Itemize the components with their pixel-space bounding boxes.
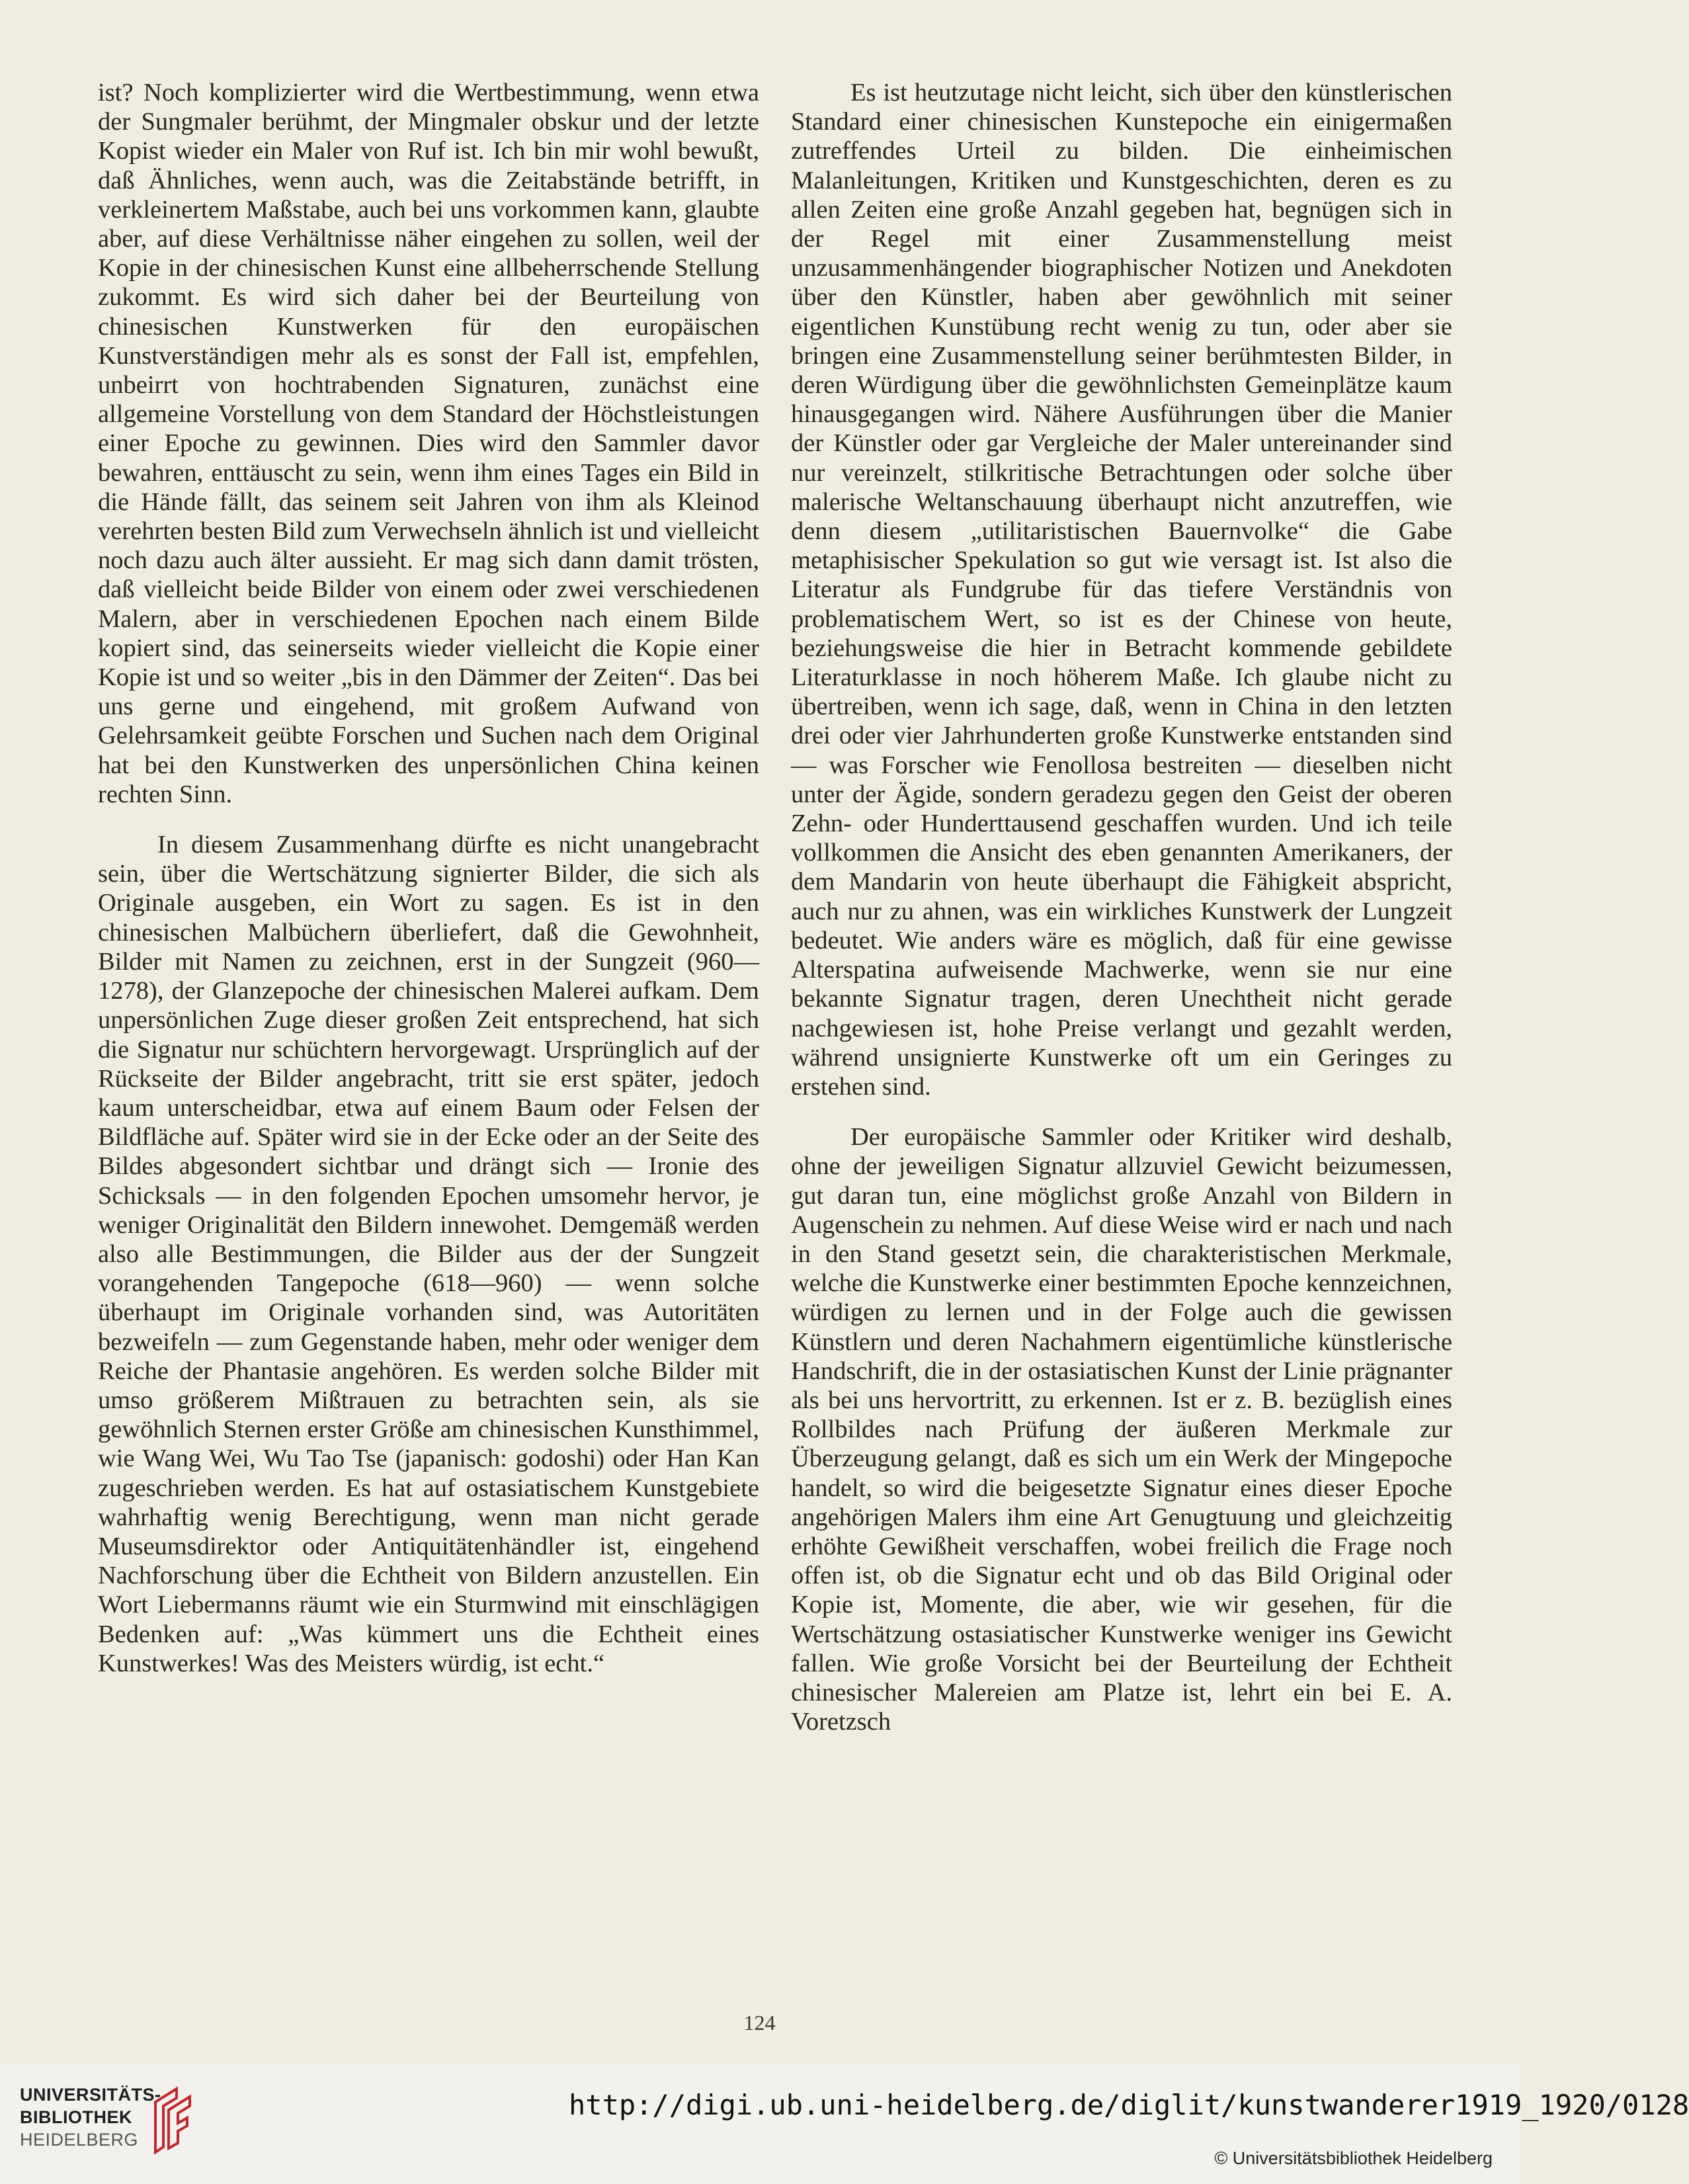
paragraph: In diesem Zusammenhang dürfte es nicht unangebracht sein, über die Wertschätzung signierter Bilder, die sich als Originale ausgeben, ein Wort zu sagen. Es ist in den chinesischen Malbüchern überliefert, daß die Gewohnheit, Bilder mit Namen zu zeichnen, erst in der Sungzeit (960—1278), der Glanzepoche der chinesischen Malerei aufkam. Dem unpersönlichen Zuge dieser großen Zeit entsprechend, hat sich die Signatur nur schüchtern hervorgewagt. Ursprünglich auf der Rückseite der Bilder angebracht, tritt sie erst später, jedoch kaum unterscheidbar, etwa auf einem Baum oder Felsen der Bildfläche auf. Später wird sie in der Ecke oder an der Seite des Bildes abgesondert sichtbar und drängt sich — Ironie des Schicksals — in den folgenden Epochen umsomehr hervor, je weniger Originalität den Bildern innewohet. Demgemäß werden also alle Bestimmungen, die Bilder aus der der Sungzeit vorangehenden Tangepoche (618—960) — wenn solche überhaupt im Originale vorhanden sind, was Autoritäten bezweifeln — zum Gegenstande haben, mehr oder weniger dem Reiche der Phantasie angehören. Es werden solche Bilder mit umso größerem Mißtrauen zu betrachten sein, als sie gewöhnlich Sternen erster Größe am chinesischen Kunsthimmel, wie Wang Wei, Wu Tao Tse (japanisch: godoshi) oder Han Kan zugeschrieben werden. Es hat auf ostasiatischem Kunstgebiete wahrhaftig wenig Berechtigung, wenn man nicht gerade Museumsdirektor oder Antiquitätenhändler ist, eingehend Nachforschung über die Echtheit von Bildern anzustellen. Ein Wort Liebermanns räumt wie ein Sturmwind mit einschlägigen Bedenken auf: „Was kümmert uns die Echtheit eines Kunstwerkes! Was des Meisters würdig, ist echt.“ (98, 831, 759, 1677)
paragraph: Es ist heutzutage nicht leicht, sich über den künstlerischen Standard einer chinesischen Kunstepoche ein einigermaßen zutreffendes Urteil zu bilden. Die einheimischen Malanleitungen, Kritiken und Kunstgeschichten, deren es zu allen Zeiten eine große Anzahl gegeben hat, begnügen sich in der Regel mit einer Zusammenstellung meist unzusammenhängender biographischer Notizen und Anekdoten über den Künstler, haben aber gewöhnlich mit seiner eigentlichen Kunstübung recht wenig zu tun, oder aber sie bringen eine Zusammenstellung seiner berühmtesten Bilder, in deren Würdigung über die gewöhnlichsten Gemeinplätze kaum hinausgegangen wird. Nähere Ausführungen über die Manier der Künstler oder gar Vergleiche der Maler untereinander sind nur vereinzelt, stilkritische Betrachtungen oder solche über malerische Weltanschauung überhaupt nicht anzutreffen, wie denn diesem „utilitaristischen Bauernvolke“ die Gabe metaphisischer Spekulation so gut wie versagt ist. Ist also die Literatur als Fundgrube für das tiefere Verständnis von problematischem Wert, so ist es der Chinese von heute, beziehungsweise die hier in Betracht kommende gebildete Literaturklasse in noch höherem Maße. Ich glaube nicht zu übertreiben, wenn ich sage, daß, wenn in China in den letzten drei oder vier Jahrhunderten große Kunstwerke entstanden sind — was Forscher wie Fenollosa bestreiten — dieselben nicht unter der Ägide, sondern geradezu gegen den Geist der oberen Zehn- oder Hunderttausend geschaffen wurden. Und ich teile vollkommen die Ansicht des eben genannten Amerikaners, der dem Mandarin von heute überhaupt die Fähigkeit abspricht, auch nur zu ahnen, was ein wirkliches Kunstwerk der Lungzeit bedeutet. Wie anders wäre es möglich, daß für eine gewisse Alterspatina aufweisende Machwerke, wenn sie nur eine bekannte Signatur tragen, deren Unechtheit nicht gerade nachgewiesen ist, hohe Preise verlangt und gezahlt werden, während unsignierte Kunstwerke oft um ein Geringes zu erstehen sind. (791, 79, 1452, 1101)
paragraph: Der europäische Sammler oder Kritiker wird deshalb, ohne der jeweiligen Signatur allzuviel Gewicht beizumessen, gut daran tun, eine möglichst große Anzahl von Bildern in Augenschein zu nehmen. Auf diese Weise wird er nach und nach in den Stand gesetzt sein, die charakteristischen Merkmale, welche die Kunstwerke einer bestimmten Epoche kennzeichnen, würdigen zu lernen und in der Folge auch die gewissen Künstlern und deren Nachahmern eigentümliche künstlerische Handschrift, die in der ostasiatischen Kunst der Linie prägnanter als bei uns hervortritt, zu erkennen. Ist er z. B. bezüglish eines Rollbildes nach Prüfung der äußeren Merkmale zur Überzeugung gelangt, daß es sich um ein Werk der Mingepoche handelt, so wird die beigesetzte Signatur eines dieser Epoche angehörigen Malers ihm eine Art Genugtuung und gleichzeitig erhöhte Gewißheit verschaffen, wobei freilich die Frage noch offen ist, ob die Signatur echt und ob das Bild Original oder Kopie ist, Momente, die aber, wie wir gesehen, für die Wertschätzung ostasiatischer Kunstwerke weniger ins Gewicht fallen. Wie große Vorsicht bei der Beurteilung der Echtheit chinesischer Malereien am Platze ist, lehrt ein bei E. A. Voretzsch (791, 1123, 1452, 1736)
page-number: 124 (743, 2011, 776, 2035)
permalink-url[interactable]: http://digi.ub.uni-heidelberg.de/diglit/kunstwanderer1919_1920/0128 (569, 2089, 1689, 2121)
paragraph: ist? Noch komplizierter wird die Wertbestimmung, wenn etwa der Sungmaler berühmt, der Mingmaler obskur und der letzte Kopist wieder ein Maler von Ruf ist. Ich bin mir wohl bewußt, daß Ähnliches, wenn auch, was die Zeitabstände betrifft, in verkleinertem Maßstabe, auch bei uns vorkommen kann, glaubte aber, auf diese Verhältnisse näher eingehen zu sollen, weil der Kopie in der chinesischen Kunst eine allbeherrschende Stellung zukommt. Es wird sich daher bei der Beurteilung von chinesischen Kunstwerken für den europäischen Kunstverständigen mehr als es sonst der Fall ist, empfehlen, unbeirrt von hochtrabenden Signaturen, zunächst eine allgemeine Vorstellung von dem Standard der Höchstleistungen einer Epoche zu gewinnen. Dies wird den Sammler davor bewahren, enttäuscht zu sein, wenn ihm eines Tages ein Bild in die Hände fällt, das seinem seit Jahren von ihm als Kleinod verehrten besten Bild zum Verwechseln ähnlich ist und vielleicht noch dazu auch älter aussieht. Er mag sich dann damit trösten, daß vielleicht beide Bilder von einem oder zwei verschiedenen Malern, aber in verschiedenen Epochen nach einem Bilde kopiert sind, das seinerseits wieder vielleicht die Kopie einer Kopie ist und so weiter „bis in den Dämmer der Zeiten“. Das bei uns gerne und eingehend, mit großem Aufwand von Gelehrsamkeit geübte Forschen und Suchen nach dem Original hat bei den Kunstwerken des unpersönlichen China keinen rechten Sinn. (98, 79, 760, 808)
right-column (791, 78, 1452, 1736)
footer-bar (0, 2064, 1689, 2184)
logo-line-2: BIBLIOTHEK (20, 2107, 132, 2127)
left-column (98, 78, 759, 1678)
library-mark-icon (149, 2083, 195, 2156)
logo-text (20, 2083, 161, 2151)
logo-line-3: HEIDELBERG (20, 2130, 139, 2150)
logo-line-1: UNIVERSITÄTS- (20, 2085, 161, 2105)
copyright-notice: © Universitätsbibliothek Heidelberg (1214, 2148, 1493, 2168)
